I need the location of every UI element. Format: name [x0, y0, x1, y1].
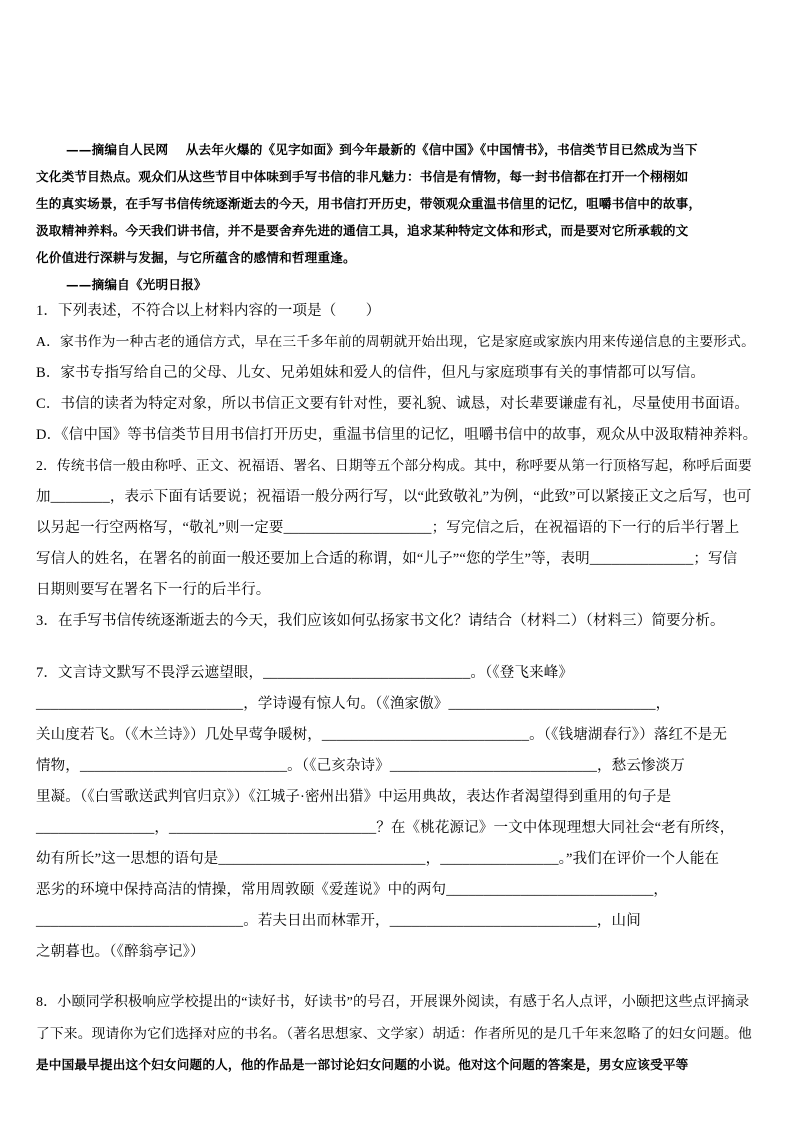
- material-text-line-4: 汲取精神养料。今天我们讲书信，并不是要舍弃先进的通信工具，追求某种特定文体和形式，而是要对它所承载的文: [36, 223, 689, 238]
- material-text-line-3: 生的真实场景，在手写书信传统逐渐逝去的今天，用书信打开历史，带领观众重温书信里的记忆，咀嚼书信中的故事，: [36, 196, 702, 211]
- question-7-line-5: 里凝。（《白雪歌送武判官归京》）《江城子·密州出猎》中运用典故，表达作者渴望得到重用的句子是: [36, 789, 672, 805]
- question-1-option-c: C．书信的读者为特定对象，所以书信正文要有针对性，要礼貌、诚恳，对长辈要谦虚有礼，尽量使用书面语。: [36, 396, 750, 412]
- question-7-line-8: 恶劣的环境中保持高洁的情操，常用周敦颐《爱莲说》中的两句____________________________，: [36, 882, 669, 898]
- question-8-line-1: 8．小颐同学积极响应学校提出的“读好书，好读书”的号召，开展课外阅读，有感于名人点评，小颐把这些点评摘录: [36, 995, 750, 1010]
- question-7-line-3: 关山度若飞。（《木兰诗》）几处早莺争暖树，____________________________。（《钱塘湖春行》）落红不是无: [36, 727, 728, 743]
- question-2-line-3: 以另起一行空两格写，“敬礼”则一定要____________________；写完信之后，在祝福语的下一行的后半行署上: [36, 520, 740, 536]
- question-7-line-1: 7．文言诗文默写不畏浮云遮望眼，____________________________。（《登飞来峰》: [36, 665, 574, 681]
- question-8-line-2: 了下来。现请你为它们选择对应的书名。（著名思想家、文学家）胡适：作者所见的是几千年来忽略了的妇女问题。他: [36, 1026, 752, 1041]
- question-1-option-d: D．《信中国》等书信类节目用书信打开历史，重温书信里的记忆，咀嚼书信中的故事，观众从中汲取精神养料。: [36, 427, 758, 443]
- question-2-line-1: 2．传统书信一般由称呼、正文、祝福语、署名、日期等五个部分构成。其中，称呼要从第一行顶格写起，称呼后面要: [36, 458, 752, 473]
- question-8-line-3: 是中国最早提出这个妇女问题的人，他的作品是一部讨论妇女问题的小说。他对这个问题的答案是，男女应该受平等: [36, 1057, 689, 1072]
- question-7-line-4: 情物，____________________________。（《己亥杂诗》____________________________，愁云惨淡万: [36, 758, 685, 774]
- material-source: ——摘编自《光明日报》: [66, 277, 207, 292]
- question-2-line-2: 加________，表示下面有话要说；祝福语一般分两行写，以“此致敬礼”为例，“此致”可以紧接正文之后写，也可: [36, 489, 752, 505]
- question-7-line-7: 幼有所长”这一思想的语句是____________________________，________________。”我们在评价一个人能在: [36, 851, 720, 867]
- material-text-line-5: 化价值进行深耕与发掘，与它所蕴含的感情和哲理重逢。: [36, 250, 356, 265]
- question-3: 3．在手写书信传统逐渐逝去的今天，我们应该如何弘扬家书文化？请结合（材料二）（材料三）简要分析。: [36, 613, 725, 629]
- question-1-option-b: B．家书专指写给自己的父母、儿女、兄弟姐妹和爱人的信件，但凡与家庭琐事有关的事情都可以写信。: [36, 365, 706, 381]
- question-1-option-a: A．家书作为一种古老的通信方式，早在三千多年前的周朝就开始出现，它是家庭或家族内用来传递信息的主要形式。: [36, 334, 755, 349]
- question-7-line-2: ____________________________，学诗谩有惊人句。（《渔家傲》____________________________，: [36, 696, 671, 712]
- question-2-line-5: 日期则要写在署名下一行的后半行。: [36, 582, 271, 598]
- question-7-line-9: ____________________________。若夫日出而林霏开，____________________________，山间: [36, 913, 641, 929]
- material-text-line-2: 文化类节目热点。观众们从这些节目中体味到手写书信的非凡魅力：书信是有情物，每一封书信都在打开一个栩栩如: [36, 169, 689, 184]
- question-7-line-6: ________________，____________________________？在《桃花源记》一文中体现理想大同社会“老有所终，: [36, 820, 735, 836]
- material-text-line-1: ——摘编自人民网 从去年火爆的《见字如面》到今年最新的《信中国》《中国情书》，书信类节目已然成为当下: [66, 142, 698, 157]
- question-2-line-4: 写信人的姓名，在署名的前面一般还要加上合适的称谓，如“儿子”“您的学生”等，表明______________；写信: [36, 551, 738, 567]
- question-7-line-10: 之朝暮也。（《醉翁亭记》）: [36, 944, 205, 960]
- question-1-stem: 1．下列表述，不符合以上材料内容的一项是（ ）: [36, 303, 381, 319]
